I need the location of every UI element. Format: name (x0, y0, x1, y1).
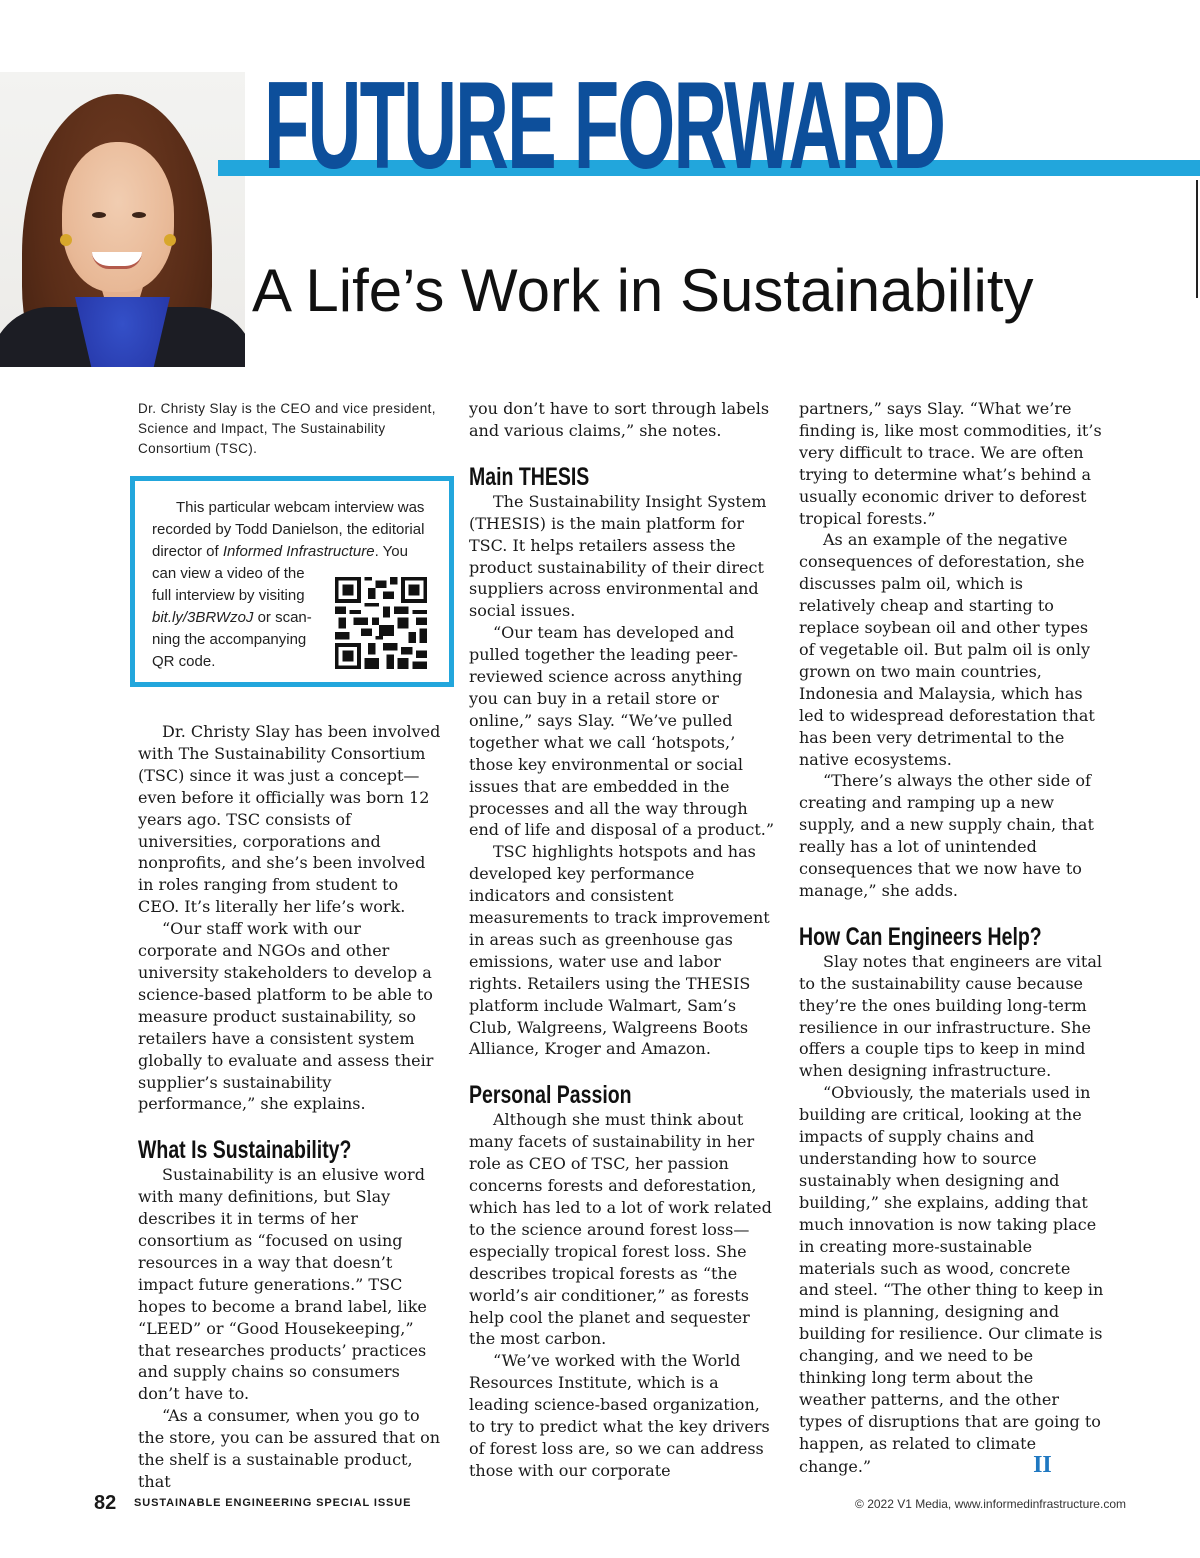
sidebar-line: ning the accompanying (152, 631, 307, 648)
sidebar-line: director of Informed Infrastructure. You (152, 543, 408, 560)
sidebar-line: QR code. (152, 653, 216, 670)
sidebar-line: recorded by Todd Danielson, the editorial (152, 521, 425, 538)
section-heading: How Can Engineers Help? (799, 922, 1042, 951)
paragraph: The Sustainability Insight System (THESIS) is the main platform for TSC. It helps retailers assess the product sustainability of their direct suppliers across environmental and social issues. (469, 491, 767, 621)
paragraph: partners,” says Slay. “What we’re finding is, like most commodities, it’s very difficult to trace. We are often trying to determine what’s behind a usually economic driver to deforest tropical forests.” (799, 399, 1102, 528)
paragraph: “We’ve worked with the World Resources Institute, which is a leading science-based organization, to try to predict what the key drivers of forest loss are, so we can address those with our corporate (469, 1351, 770, 1480)
paragraph: Slay notes that engineers are vital to the sustainability cause because they’re the ones building long-term resilience in our infrastructure. She offers a couple tips to keep in mind when designing infrastructure. (799, 951, 1102, 1081)
end-mark-icon: II (1033, 1451, 1052, 1478)
paragraph: “There’s always the other side of creating and ramping up a new supply, and a new supply chain, that really has a lot of unintended consequences that we now have to manage,” she adds. (799, 771, 1094, 900)
video-link[interactable]: bit.ly/3BRWzoJ (152, 609, 254, 626)
paragraph: “Our team has developed and pulled together the leading peer-reviewed science across anything you can buy in a retail store or online,” says Slay. “We’ve pulled together what we call ‘hotspots,’ those key environmental or social issues that are embedded in the processes and all the way through end of life and disposal of a product.” (469, 623, 775, 840)
photo-caption: Dr. Christy Slay is the CEO and vice president, Science and Impact, The Sustainability Consortium (TSC). (138, 401, 436, 456)
portrait-photo (0, 72, 245, 367)
sidebar-line: full interview by visiting (152, 587, 305, 604)
page-footer (94, 1492, 1126, 1516)
section-heading: Personal Passion (469, 1081, 632, 1110)
paragraph: Dr. Christy Slay has been involved with The Sustainability Consortium (TSC) since it was just a concept—even before it officially was born 12 years ago. TSC consists of universities, corporations and nonprofits, and she’s been involved in roles ranging from student to CEO. It’s literally her life’s work. (138, 722, 441, 917)
sidebar-line: can view a video of the (152, 565, 305, 582)
page-number: 82 (94, 1492, 117, 1514)
column-2 (469, 398, 774, 1482)
section-heading: Main THESIS (469, 462, 590, 491)
subhead: A Life’s Work in Sustainability (252, 257, 1034, 324)
publication-name: SUSTAINABLE ENGINEERING SPECIAL ISSUE (134, 1497, 412, 1509)
column-1 (138, 721, 443, 1493)
section-heading: What Is Sustainability? (138, 1136, 352, 1165)
paragraph: “Obviously, the materials used in building are critical, looking at the impacts of supply chains and understanding how to source sustainably when designing and building,” she explains, adding that much innovation is now taking place in creating more-sustainable materials such as wood, concrete and steel. “The other thing to keep in mind is planning, designing and building for resilience. Our climate is changing, and we need to be thinking long term about the weather patterns, and the other types of disruptions that are going to happen, as related to climate change.” II (799, 1083, 1104, 1478)
copyright: © 2022 V1 Media, www.informedinfrastructure.com (855, 1497, 1126, 1511)
qr-code-icon[interactable] (335, 577, 427, 669)
sidebar-line: bit.ly/3BRWzoJ or scan- (152, 609, 312, 626)
publication-title: Informed Infrastructure (222, 543, 375, 560)
paragraph: Sustainability is an elusive word with many definitions, but Slay describes it in terms of her consortium as “focused on using resources in a way that doesn’t impact future generations.” TSC hopes to become a brand label, like “LEED” or “Good Housekeeping,” that researches products’ practices and supply chains so consumers don’t have to. (138, 1165, 427, 1404)
paragraph: As an example of the negative consequences of deforestation, she discusses palm oil, which is relatively cheap and starting to replace soybean oil and other types of vegetable oil. But palm oil is only grown on two main countries, Indonesia and Malaysia, which has led to widespread deforestation that has been very detrimental to the native ecosystems. (799, 530, 1095, 769)
column-3 (799, 398, 1104, 1478)
paragraph: TSC highlights hotspots and has developed key performance indicators and consistent measurements to track improvement in areas such as greenhouse gas emissions, water use and labor rights. Retailers using the THESIS platform include Walmart, Sam’s Club, Walgreens, Walgreens Boots Alliance, Kroger and Amazon. (469, 842, 770, 1059)
edge-mark (1196, 180, 1198, 298)
paragraph: “As a consumer, when you go to the store, you can be assured that on the shelf is a sustainable product, that (138, 1406, 441, 1491)
sidebar-line: This particular webcam interview was (176, 499, 425, 516)
headline: FUTURE FORWARD (264, 57, 945, 195)
paragraph: you don’t have to sort through labels and various claims,” she notes. (469, 399, 770, 440)
sidebar-box (130, 476, 454, 687)
paragraph: “Our staff work with our corporate and NGOs and other university stakeholders to develop a science-based platform to be able to measure product sustainability, so retailers have a consistent system globally to evaluate and assess their supplier’s sustainability performance,” she explains. (138, 919, 434, 1114)
paragraph: Although she must think about many facets of sustainability in her role as CEO of TSC, her passion concerns forests and deforestation, which has led to a lot of work related to the science around forest loss—especially tropical forest loss. She describes tropical forests as “the world’s air conditioner,” as forests help cool the planet and sequester the most carbon. (469, 1110, 772, 1349)
